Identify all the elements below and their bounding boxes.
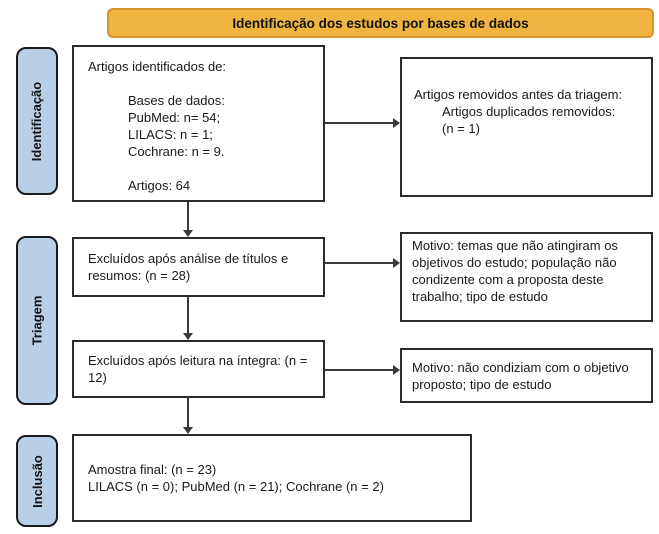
diagram-title-banner [107,8,654,38]
arrow-fulltext-to-motive [325,369,393,371]
stage-label-text: Inclusão [29,454,45,508]
cochrane-count: Cochrane: n = 9. [128,144,225,159]
box-title: Artigos removidos antes da triagem: [414,87,623,102]
database-counts [128,92,313,160]
box-articles-identified [72,45,325,202]
box-excluded-titles-abstracts [72,237,325,297]
arrow-excluded-titles-to-motive [325,262,393,264]
box-excluded-fulltext [72,340,325,398]
box-motive-titles-abstracts [400,232,653,322]
stage-label-triagem [16,236,58,405]
total-articles: Artigos: 64 [128,178,191,193]
stage-label-text: Identificação [29,81,45,161]
arrow-excluded-titles-to-fulltext [187,297,189,333]
stage-label-inclusao [16,435,58,527]
database-counts-header: Bases de dados: [128,93,225,108]
final-sample-line: Amostra final: (n = 23) [88,462,217,477]
stage-label-identificacao [16,47,58,195]
box-text: Motivo: não condiziam com o objetivo proposto; tipo de estudo [412,359,629,392]
arrow-identified-to-removed [325,122,393,124]
box-title: Artigos identificados de: [88,59,227,74]
stage-label-text: Triagem [29,295,45,346]
lilacs-count: LILACS: n = 1; [128,127,213,142]
box-final-sample [72,434,472,522]
box-text: Motivo: temas que não atingiram os objetivos do estudo; população não condizente com a proposta deste trabalho; tipo de estudo [412,238,618,304]
duplicates-removed-line: Artigos duplicados removidos: [442,104,616,119]
box-text: Excluídos após análise de títulos e resumos: (n = 28) [88,251,289,283]
pubmed-count: PubMed: n= 54; [128,110,221,125]
box-motive-fulltext [400,348,653,403]
diagram-title: Identificação dos estudos por bases de dados [232,15,529,31]
final-sample-breakdown: LILACS (n = 0); PubMed (n = 21); Cochrane (n = 2) [88,479,384,494]
arrow-identified-to-excluded-titles [187,202,189,230]
box-text: Excluídos após leitura na íntegra: (n = 12) [88,353,308,385]
box-articles-removed [400,57,653,197]
arrow-fulltext-to-final [187,398,189,427]
duplicates-removed-count: (n = 1) [442,121,480,136]
